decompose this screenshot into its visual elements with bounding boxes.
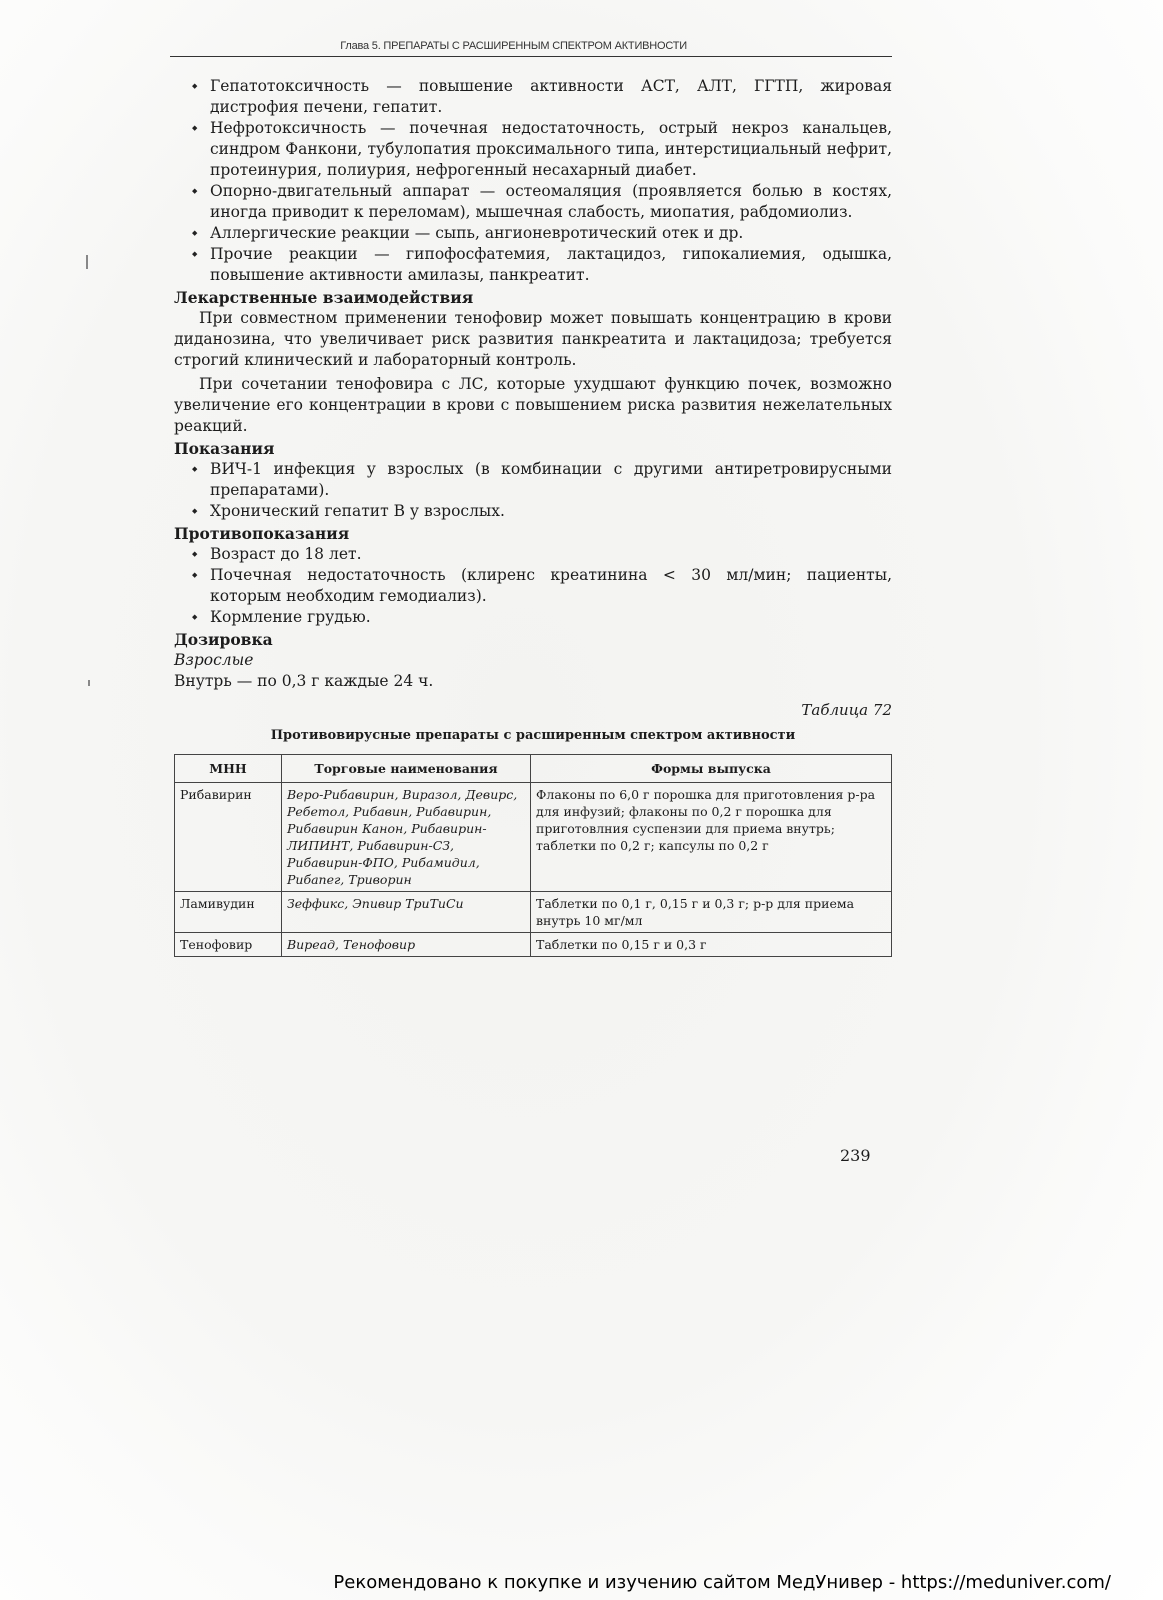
- list-item: ◆ Аллергические реакции — сыпь, ангионевротический отек и др.: [174, 223, 892, 244]
- interactions-heading: Лекарственные взаимодействия: [174, 288, 474, 307]
- scan-artifact: [88, 680, 90, 686]
- page-number: 239: [840, 1146, 871, 1165]
- footer-link-text: Рекомендовано к покупке и изучению сайтом МедУнивер - https://meduniver.com/: [333, 1572, 1111, 1593]
- indications-heading: Показания: [174, 439, 275, 458]
- trade-names-cell: Виреад, Тенофовир: [282, 933, 531, 957]
- list-item: ◆ Гепатотоксичность — повышение активности АСТ, АЛТ, ГГТП, жировая дистрофия печени, гепатит.: [174, 76, 892, 118]
- scan-artifact: [86, 255, 88, 269]
- inn-cell: Рибавирин: [175, 783, 282, 892]
- list-item: ◆ Кормление грудью.: [174, 607, 892, 628]
- column-header: Формы выпуска: [531, 755, 892, 783]
- dosage-text: Внутрь — по 0,3 г каждые 24 ч.: [174, 672, 434, 690]
- table-row: [175, 933, 892, 957]
- list-item: ◆ Опорно-двигательный аппарат — остеомаляция (проявляется болью в костях, иногда приводит к переломам), мышечная слабость, миопатия, рабдомиолиз.: [174, 181, 892, 223]
- table-title: Противовирусные препараты с расширенным спектром активности: [270, 728, 796, 743]
- table-row: [175, 892, 892, 933]
- list-item: ◆ ВИЧ-1 инфекция у взрослых (в комбинации с другими антиретровирусными препаратами).: [174, 459, 892, 501]
- trade-names-cell: Зеффикс, Эпивир ТриТиСи: [282, 892, 531, 933]
- running-title: Глава 5. ПРЕПАРАТЫ С РАСШИРЕННЫМ СПЕКТРОМ АКТИВНОСТИ: [340, 40, 687, 52]
- running-header: [170, 40, 892, 57]
- interactions-paragraph: При сочетании тенофовира с ЛС, которые ухудшают функцию почек, возможно увеличение его концентрации в крови с повышением риска развития нежелательных реакций.: [174, 375, 892, 435]
- indications-list: [174, 459, 892, 522]
- interactions-paragraph: При совместном применении тенофовир может повышать концентрацию в крови диданозина, что увеличивает риск развития панкреатита и лактацидоза; требуется строгий клинический и лабораторный контроль.: [174, 309, 892, 369]
- list-item: ◆ Нефротоксичность — почечная недостаточность, острый некроз канальцев, синдром Фанкони, тубулопатия проксимального типа, интерстициальный нефрит, протеинурия, полиурия, нефрогенный несахарный диабет.: [174, 118, 892, 181]
- forms-cell: Таблетки по 0,15 г и 0,3 г: [531, 933, 892, 957]
- dosage-heading: Дозировка: [174, 630, 273, 649]
- column-header: Торговые наименования: [282, 755, 531, 783]
- contraindications-list: [174, 544, 892, 628]
- list-item: ◆ Возраст до 18 лет.: [174, 544, 892, 565]
- contraindications-heading: Противопоказания: [174, 524, 350, 543]
- table-header-row: [175, 755, 892, 783]
- list-item: ◆ Почечная недостаточность (клиренс креатинина < 30 мл/мин; пациенты, которым необходим гемодиализ).: [174, 565, 892, 607]
- side-effects-list: [174, 76, 892, 286]
- list-item: ◆ Хронический гепатит В у взрослых.: [174, 501, 892, 522]
- table-row: [175, 783, 892, 892]
- trade-names-cell: Веро-Рибавирин, Виразол, Девирс, Ребетол, Рибавин, Рибавирин, Рибавирин Канон, Рибавирин-ЛИПИНТ, Рибавирин-СЗ, Рибавирин-ФПО, Рибамидил, Рибапег, Триворин: [282, 783, 531, 892]
- inn-cell: Ламивудин: [175, 892, 282, 933]
- column-header: МНН: [175, 755, 282, 783]
- dosage-subheading: Взрослые: [174, 651, 254, 669]
- drug-table: [174, 754, 892, 957]
- forms-cell: Таблетки по 0,1 г, 0,15 г и 0,3 г; р-р для приема внутрь 10 мг/мл: [531, 892, 892, 933]
- table-label: Таблица 72: [801, 701, 892, 719]
- page-content: [174, 76, 892, 957]
- inn-cell: Тенофовир: [175, 933, 282, 957]
- forms-cell: Флаконы по 6,0 г порошка для приготовления р-ра для инфузий; флаконы по 0,2 г порошка для приготовлния суспензии для приема внутрь; таблетки по 0,2 г; капсулы по 0,2 г: [531, 783, 892, 892]
- list-item: ◆ Прочие реакции — гипофосфатемия, лактацидоз, гипокалиемия, одышка, повышение активности амилазы, панкреатит.: [174, 244, 892, 286]
